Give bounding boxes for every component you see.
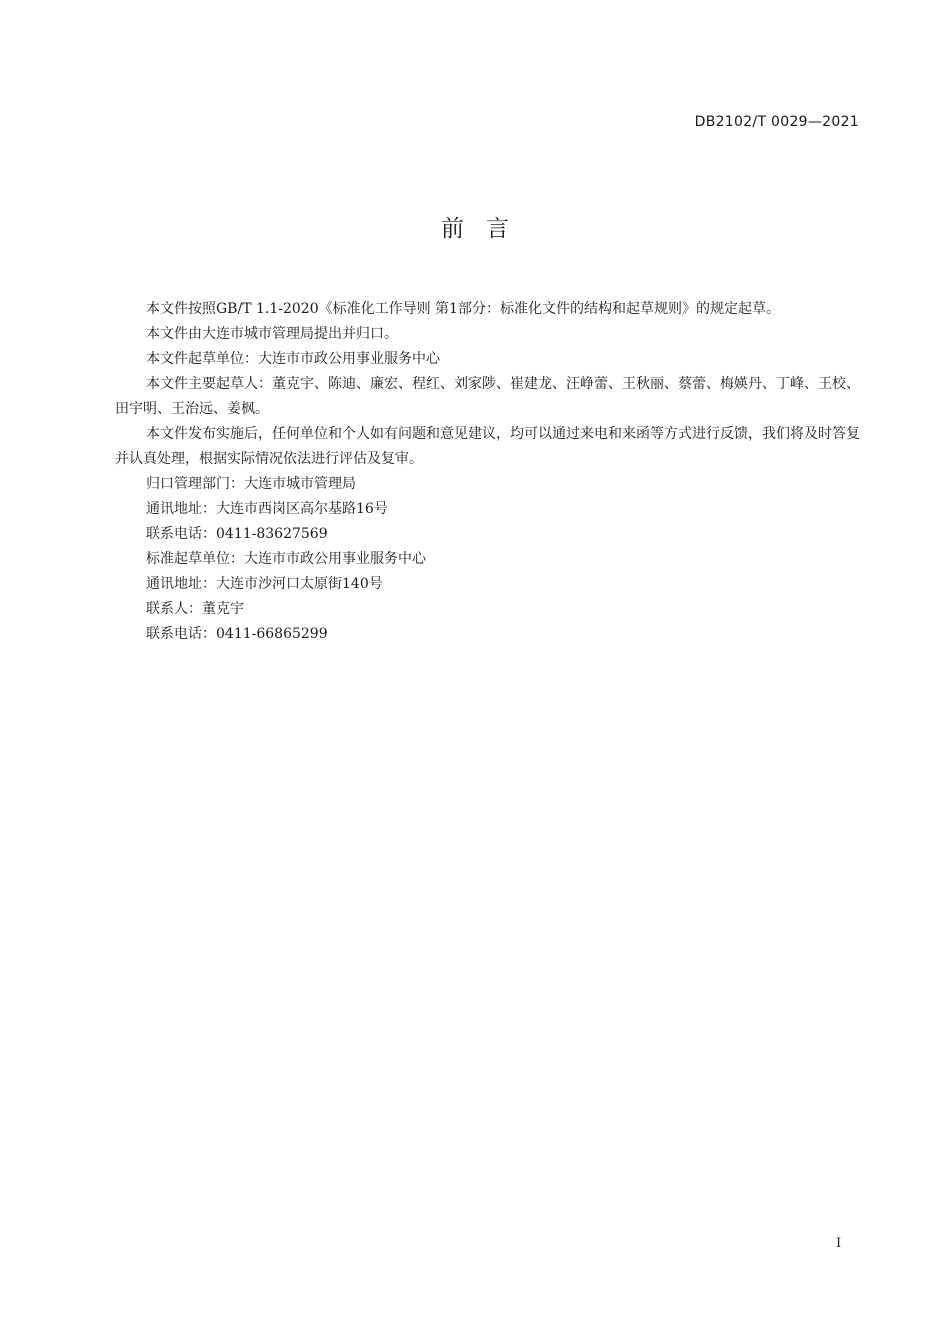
paragraph-proposer: 本文件由大连市城市管理局提出并归口。 <box>146 326 398 342</box>
foreword-body <box>115 297 860 647</box>
paragraph-main-drafters: 本文件主要起草人：董克宇、陈迪、廉宏、程红、刘家陟、崔建龙、汪峥蕾、王秋丽、蔡蕾、梅媖丹、丁峰、王校、田宇明、王治远、姜枫。 <box>115 376 860 417</box>
paragraph-department-phone: 联系电话：0411-83627569 <box>146 526 328 542</box>
document-code: DB2102/T 0029—2021 <box>694 114 859 130</box>
paragraph-drafting-unit: 本文件起草单位：大连市市政公用事业服务中心 <box>146 351 440 367</box>
page-title: 前言 <box>441 216 531 242</box>
paragraph-drafting-basis: 本文件按照GB/T 1.1-2020《标准化工作导则 第1部分：标准化文件的结构和起草规则》的规定起草。 <box>146 301 780 317</box>
paragraph-contact-phone: 联系电话：0411-66865299 <box>146 626 328 642</box>
paragraph-feedback: 本文件发布实施后，任何单位和个人如有问题和意见建议，均可以通过来电和来函等方式进行反馈，我们将及时答复并认真处理，根据实际情况依法进行评估及复审。 <box>115 426 860 467</box>
paragraph-standard-unit-address: 通讯地址：大连市沙河口太原街140号 <box>146 576 383 592</box>
paragraph-department: 归口管理部门：大连市城市管理局 <box>146 476 356 492</box>
paragraph-standard-unit: 标准起草单位：大连市市政公用事业服务中心 <box>146 551 426 567</box>
paragraph-contact-person: 联系人：董克宇 <box>146 601 244 617</box>
page-number: I <box>836 1236 842 1251</box>
paragraph-department-address: 通讯地址：大连市西岗区高尔基路16号 <box>146 501 388 517</box>
